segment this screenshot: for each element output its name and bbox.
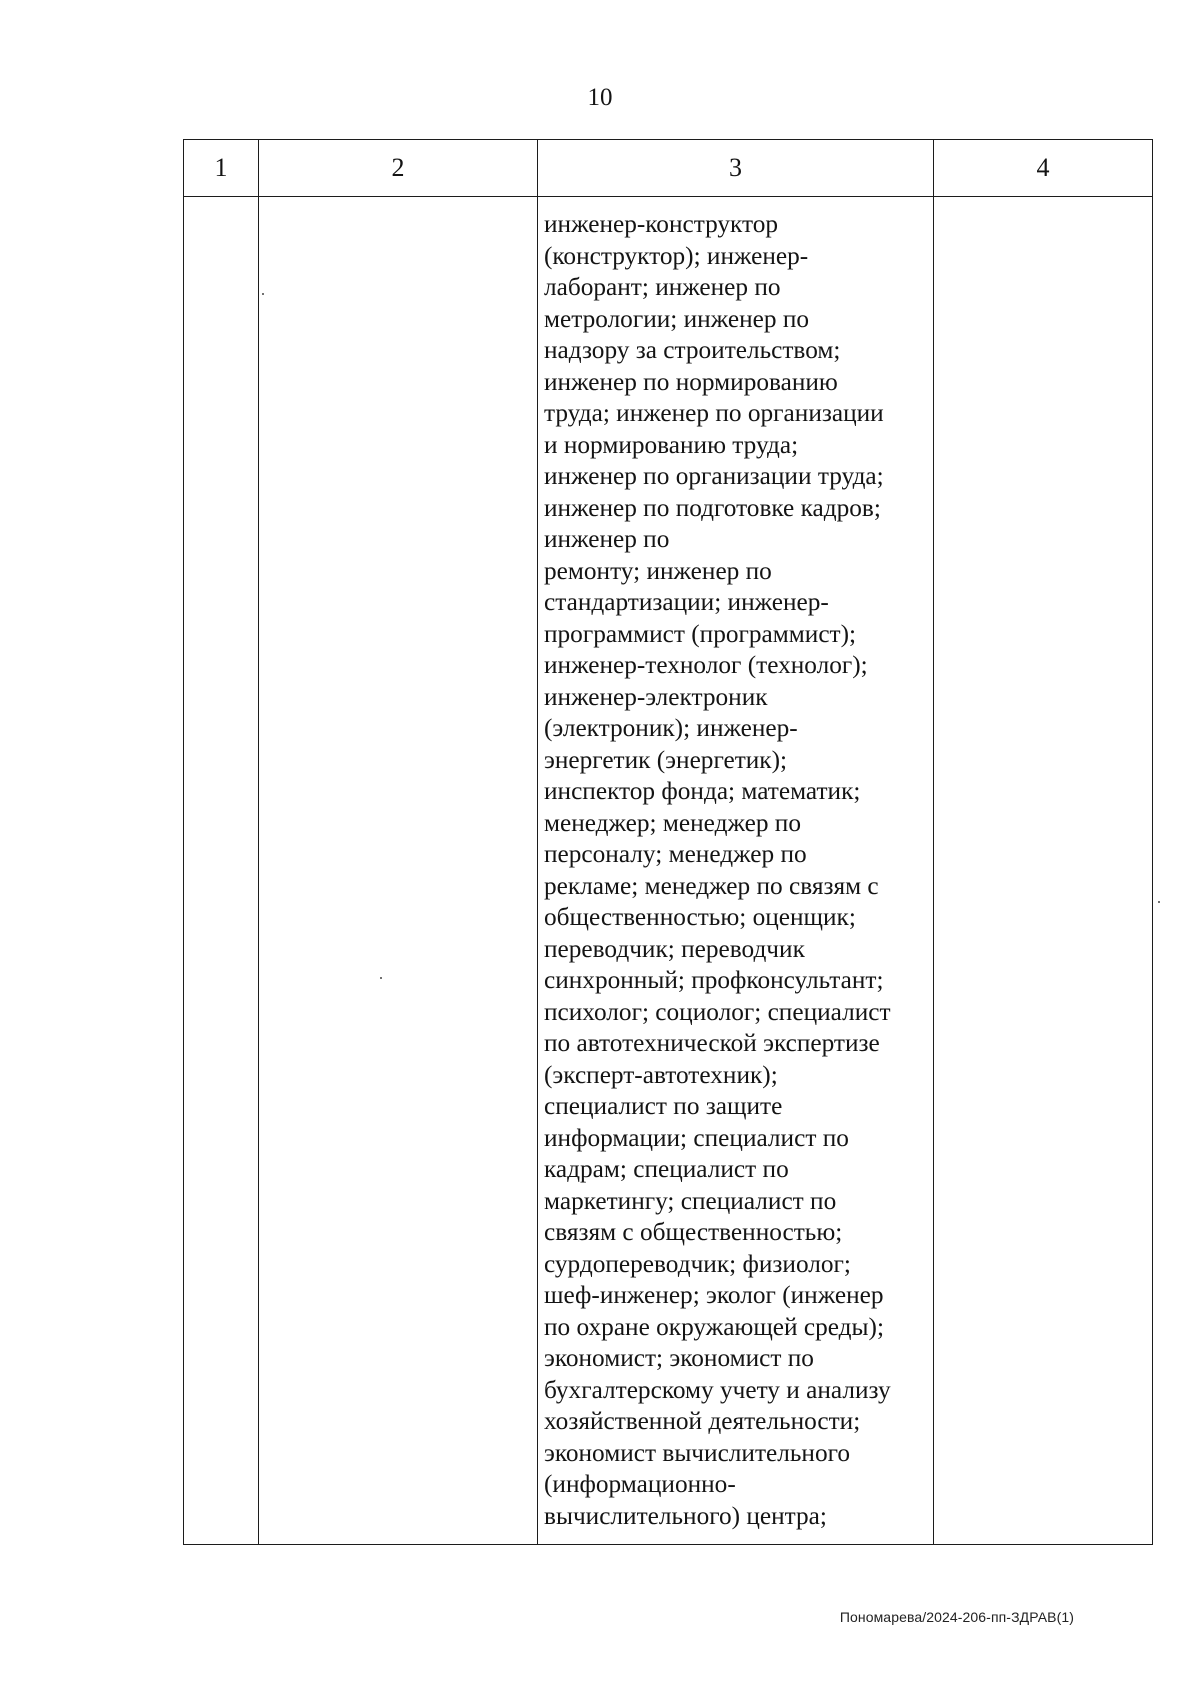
table-header-row	[184, 140, 1153, 197]
text-line: экономист вычислительного	[544, 1438, 850, 1467]
cell-col-1	[184, 197, 259, 1545]
positions-table	[183, 139, 1153, 1545]
text-line: инженер-конструктор	[544, 210, 779, 238]
column-header-4: 4	[934, 140, 1153, 197]
text-line: (информационно-	[544, 1470, 736, 1498]
column-header-2: 2	[259, 140, 538, 197]
page-number: 10	[587, 84, 613, 111]
scan-speck	[262, 293, 264, 295]
text-line: переводчик; переводчик	[544, 934, 805, 963]
text-line: хозяйственной деятельности;	[544, 1407, 861, 1435]
text-line: метрологии; инженер по	[544, 304, 810, 333]
text-line: специалист по защите	[544, 1092, 783, 1120]
text-line: лаборант; инженер по	[544, 273, 781, 301]
text-line: надзору за строительством;	[544, 336, 841, 364]
text-line: инженер-технолог (технолог);	[544, 651, 868, 679]
text-line: инженер по подготовке кадров;	[544, 493, 881, 522]
text-line: кадрам; специалист по	[544, 1155, 789, 1183]
text-line: программист (программист);	[544, 619, 857, 648]
text-line: бухгалтерскому учету и анализу	[544, 1375, 891, 1404]
text-line: синхронный; профконсультант;	[544, 966, 884, 994]
text-line: по автотехнической экспертизе	[544, 1029, 880, 1057]
text-line: вычислительного) центра;	[544, 1501, 827, 1530]
cell-col-4	[934, 197, 1153, 1545]
text-line: общественностью; оценщик;	[544, 903, 856, 931]
text-line: инженер по	[544, 525, 670, 553]
text-line: (электроник); инженер-	[544, 714, 798, 742]
cell-col-2	[259, 197, 538, 1545]
text-line: инспектор фонда; математик;	[544, 777, 861, 805]
text-line: маркетингу; специалист по	[544, 1186, 837, 1215]
text-line: инженер-электроник	[544, 682, 768, 711]
text-line: стандартизации; инженер-	[544, 588, 829, 616]
text-line: менеджер; менеджер по	[544, 808, 801, 837]
text-line: по охране окружающей среды);	[544, 1312, 884, 1341]
text-line: связям с общественностью;	[544, 1218, 843, 1246]
text-line: инженер по организации труда;	[544, 462, 884, 490]
cell-col-3	[538, 197, 934, 1545]
table-row	[184, 197, 1153, 1545]
text-line: и нормированию труда;	[544, 430, 799, 459]
column-header-3: 3	[538, 140, 934, 197]
text-line: информации; специалист по	[544, 1123, 849, 1152]
text-line: шеф-инженер; эколог (инженер	[544, 1281, 884, 1309]
text-line: рекламе; менеджер по связям с	[544, 871, 879, 900]
text-line: инженер по нормированию	[544, 367, 838, 396]
text-line: (конструктор); инженер-	[544, 241, 809, 270]
scan-speck	[380, 977, 382, 979]
text-line: ремонту; инженер по	[544, 556, 772, 585]
text-line: психолог; социолог; специалист	[544, 997, 891, 1026]
scan-speck	[1158, 901, 1160, 903]
text-line: труда; инженер по организации	[544, 399, 884, 427]
text-line: персоналу; менеджер по	[544, 840, 807, 868]
text-line: (эксперт-автотехник);	[544, 1060, 778, 1089]
text-line: экономист; экономист по	[544, 1344, 814, 1372]
position-list-text	[538, 197, 933, 1532]
column-header-1: 1	[184, 140, 259, 197]
text-line: энергетик (энергетик);	[544, 745, 788, 774]
document-code: Пономарева/2024-206-пп-ЗДРАВ(1)	[839, 1609, 1074, 1625]
text-line: сурдопереводчик; физиолог;	[544, 1249, 851, 1278]
